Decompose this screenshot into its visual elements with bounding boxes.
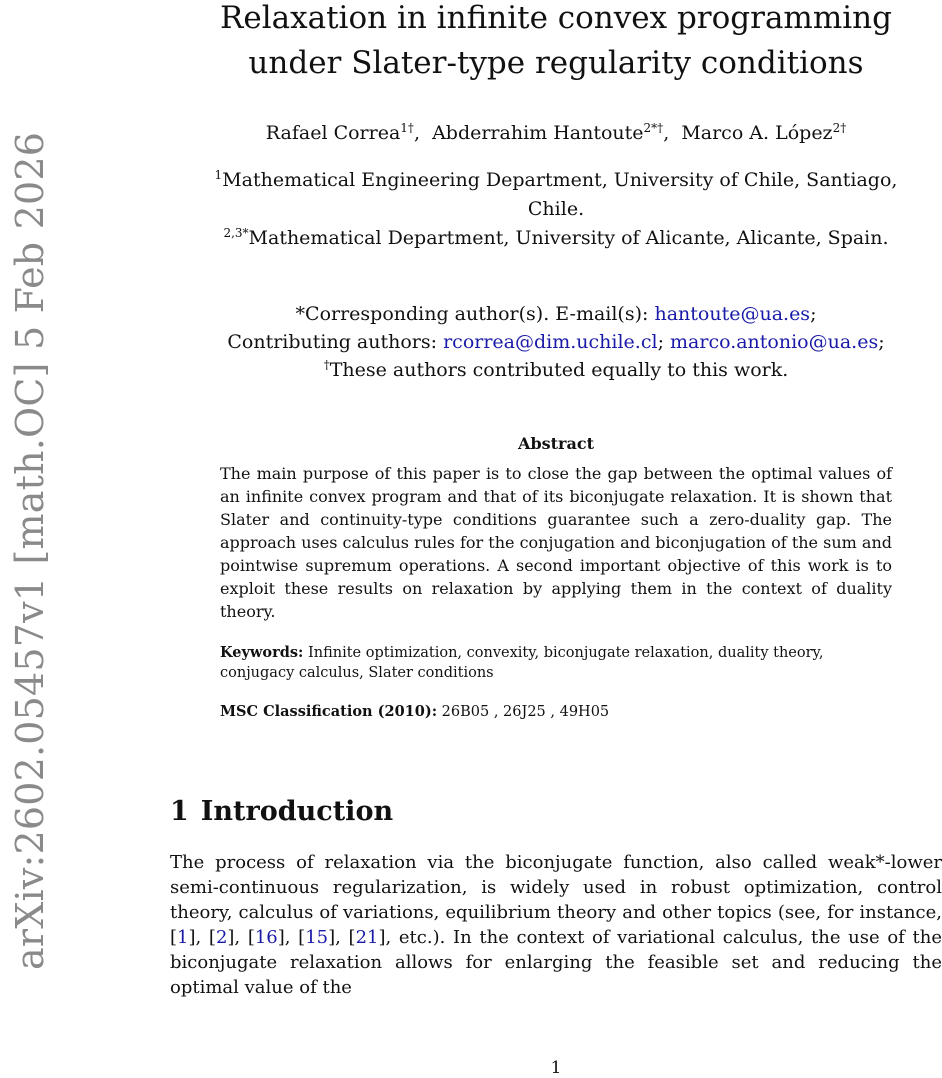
abstract-heading: Abstract: [518, 434, 594, 453]
corresponding-label: *Corresponding author(s). E-mail(s):: [295, 303, 649, 325]
author-mark: 1†: [400, 121, 414, 135]
affiliation-text: Mathematical Engineering Department, University of Chile, Santiago, Chile.: [222, 169, 898, 220]
arxiv-identifier: arXiv:2602.05457v1 [math.OC] 5 Feb 2026: [8, 131, 52, 970]
keywords-text: Infinite optimization, convexity, biconjugate relaxation, duality theory, conjugacy calculus, Slater conditions: [220, 645, 824, 681]
keywords-label: Keywords:: [220, 644, 304, 661]
section-heading: [170, 796, 393, 827]
affiliation-mark: 1: [214, 168, 223, 182]
citation-link[interactable]: 21: [355, 927, 379, 948]
contributing-label: Contributing authors:: [227, 331, 438, 353]
corresponding-email-link[interactable]: hantoute@ua.es: [654, 303, 811, 325]
msc-codes: 26B05 , 26J25 , 49H05: [441, 704, 610, 720]
equal-contribution-text: These authors contributed equally to this work.: [329, 359, 789, 381]
abstract-text: The main purpose of this paper is to close the gap between the optimal values of an infinite convex program and that of its biconjugate relaxation. It is shown that Slater and continuity-type conditions guarantee such a zero-duality gap. The approach uses calculus rules for the conjugation and biconjugation of the sum and pointwise supremum operations. A second important objective of this work is to exploit these results on relaxation by applying them in the context of duality theory.: [220, 464, 892, 621]
affiliation-2: [200, 224, 912, 253]
title-line-2: under Slater-type regularity conditions: [248, 45, 864, 81]
contributing-email-link[interactable]: marco.antonio@ua.es: [670, 331, 879, 353]
intro-text: ], etc.). In the context of variational calculus, the use of the biconjugate relaxation allows for enlarging the feasible set and reducing the optimal value of the: [170, 927, 942, 998]
introduction-paragraph: [170, 850, 942, 1000]
author-name: Marco A. López: [681, 122, 833, 144]
paper-title: [170, 0, 942, 86]
citation-link[interactable]: 15: [305, 927, 329, 948]
intro-text: ], [: [188, 927, 216, 948]
contact-block: [170, 300, 942, 384]
section-title: Introduction: [200, 796, 394, 827]
affiliation-1: [200, 166, 912, 224]
equal-contribution-line: [170, 356, 942, 384]
title-line-1: Relaxation in infinite convex programming: [220, 0, 892, 36]
intro-text: ], [: [227, 927, 255, 948]
intro-text: The process of relaxation via the biconjugate function, also called weak*-lower semi-continuous regularization, is widely used in robust optimization, control theory, calculus of variations, equilibrium theory and other topics (see, for instance, [: [170, 852, 942, 948]
citation-link[interactable]: 2: [215, 927, 228, 948]
section-number: 1: [170, 796, 189, 827]
affiliation-mark: 2,3*: [223, 226, 249, 240]
author-mark: 2*†: [643, 121, 664, 135]
author-name: Abderrahim Hantoute: [432, 122, 644, 144]
corresponding-line: *Corresponding author(s). E-mail(s): hantoute@ua.es;: [295, 303, 817, 325]
msc-classification: [220, 703, 892, 720]
dagger-mark: †: [323, 358, 330, 372]
page-number: 1: [550, 1058, 562, 1078]
msc-label: MSC Classification (2010):: [220, 703, 438, 720]
citation-link[interactable]: 1: [177, 927, 189, 948]
intro-text: ], [: [328, 927, 356, 948]
citation-link[interactable]: 16: [254, 927, 278, 948]
contributing-line: Contributing authors: rcorrea@dim.uchile.cl; marco.antonio@ua.es;: [227, 331, 885, 353]
contributing-email-link[interactable]: rcorrea@dim.uchile.cl: [443, 331, 658, 353]
intro-text: ], [: [277, 927, 306, 948]
author-name: Rafael Correa: [265, 122, 401, 144]
keywords: [220, 643, 892, 683]
affiliations: [200, 166, 912, 253]
author-mark: 2†: [832, 121, 847, 135]
author-list: Rafael Correa$^{1\dagger}$, Abderrahim Hantoute$^{2*\dagger}$, Marco A. López$^{2\dagger}$: [265, 121, 847, 144]
affiliation-text: Mathematical Department, University of Alicante, Alicante, Spain.: [248, 227, 889, 249]
